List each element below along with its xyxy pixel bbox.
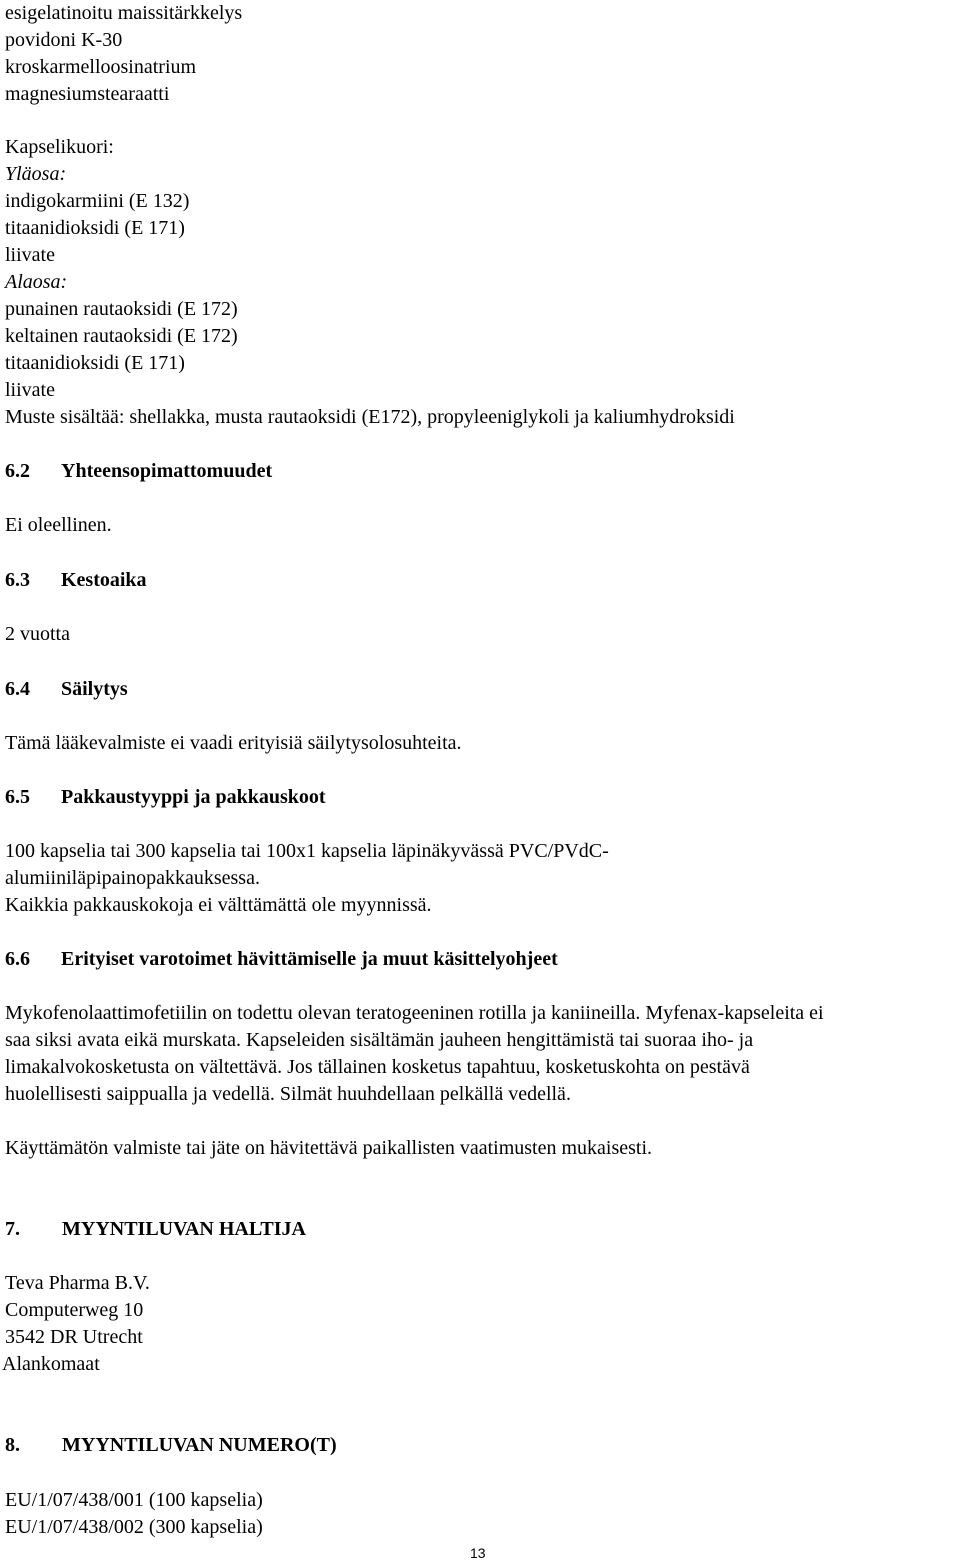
section-number: 7. xyxy=(5,1218,20,1240)
section-text-line: Mykofenolaattimofetiilin on todettu olevan teratogeeninen rotilla ja kaniineilla. Myfenax-kapseleita ei xyxy=(5,1002,824,1024)
section-heading-6-2 xyxy=(5,458,272,485)
section-title: MYYNTILUVAN HALTIJA xyxy=(62,1218,306,1240)
section-number: 6.6 xyxy=(5,948,30,970)
capsule-ingredient-line: keltainen rautaoksidi (E 172) xyxy=(5,325,238,347)
ingredient-line: kroskarmelloosinatrium xyxy=(5,56,197,78)
section-text-line: limakalvokosketusta on vältettävä. Jos tällainen kosketus tapahtuu, kosketuskohta on pestävä xyxy=(5,1056,750,1078)
section-heading-7 xyxy=(5,1216,306,1243)
section-number: 6.2 xyxy=(5,460,30,482)
section-title: Yhteensopimattomuudet xyxy=(61,460,273,482)
holder-line: Teva Pharma B.V. xyxy=(5,1272,150,1294)
section-title: Kestoaika xyxy=(61,569,147,591)
capsule-shell-title: Kapselikuori: xyxy=(5,136,114,158)
section-heading-6-6 xyxy=(5,946,558,973)
ink-composition: Muste sisältää: shellakka, musta rautaoksidi (E172), propyleeniglykoli ja kaliumhydroksidi xyxy=(5,406,735,428)
capsule-ingredient-line: punainen rautaoksidi (E 172) xyxy=(5,298,238,320)
lower-part-label: Alaosa: xyxy=(5,271,68,293)
capsule-ingredient-line: titaanidioksidi (E 171) xyxy=(5,217,185,239)
holder-line: Computerweg 10 xyxy=(5,1299,144,1321)
section-text: Ei oleellinen. xyxy=(5,514,112,536)
section-number: 6.5 xyxy=(5,786,30,808)
section-text-line: 100 kapselia tai 300 kapselia tai 100x1 kapselia läpinäkyvässä PVC/PVdC- xyxy=(5,840,609,862)
capsule-ingredient-line: titaanidioksidi (E 171) xyxy=(5,352,185,374)
section-text: Tämä lääkevalmiste ei vaadi erityisiä säilytysolosuhteita. xyxy=(5,732,462,754)
section-heading-6-5 xyxy=(5,784,326,811)
section-number: 8. xyxy=(5,1434,20,1456)
section-text-line: saa siksi avata eikä murskata. Kapseleiden sisältämän jauheen hengittämistä tai suoraa iho- ja xyxy=(5,1029,754,1051)
ingredient-line: povidoni K-30 xyxy=(5,29,123,51)
capsule-ingredient-line: liivate xyxy=(5,379,55,401)
upper-part-label: Yläosa: xyxy=(5,163,67,185)
section-text: 2 vuotta xyxy=(5,623,70,645)
section-heading-8 xyxy=(5,1432,337,1459)
ingredient-line: magnesiumstearaatti xyxy=(5,83,170,105)
section-title: MYYNTILUVAN NUMERO(T) xyxy=(62,1434,337,1456)
section-text-line: alumiiniläpipainopakkauksessa. xyxy=(5,867,260,889)
section-text-line: Kaikkia pakkauskokoja ei välttämättä ole myynnissä. xyxy=(5,894,432,916)
section-heading-6-4 xyxy=(5,676,128,703)
capsule-ingredient-line: liivate xyxy=(5,244,55,266)
ingredient-line: esigelatinoitu maissitärkkelys xyxy=(5,2,243,24)
capsule-ingredient-line: indigokarmiini (E 132) xyxy=(5,190,190,212)
section-number: 6.4 xyxy=(5,678,30,700)
holder-line: Alankomaat xyxy=(2,1353,100,1375)
section-title: Pakkaustyyppi ja pakkauskoot xyxy=(61,786,326,808)
disposal-text: Käyttämätön valmiste tai jäte on hävitettävä paikallisten vaatimusten mukaisesti. xyxy=(5,1137,653,1159)
holder-line: 3542 DR Utrecht xyxy=(5,1326,143,1348)
authorisation-number: EU/1/07/438/001 (100 kapselia) xyxy=(5,1489,263,1511)
section-title: Erityiset varotoimet hävittämiselle ja muut käsittelyohjeet xyxy=(61,948,558,970)
section-text-line: huolellisesti saippualla ja vedellä. Silmät huuhdellaan pelkällä vedellä. xyxy=(5,1083,571,1105)
section-title: Säilytys xyxy=(61,678,128,700)
authorisation-number: EU/1/07/438/002 (300 kapselia) xyxy=(5,1516,263,1538)
page-number: 13 xyxy=(470,1545,486,1561)
section-number: 6.3 xyxy=(5,569,30,591)
section-heading-6-3 xyxy=(5,567,147,594)
